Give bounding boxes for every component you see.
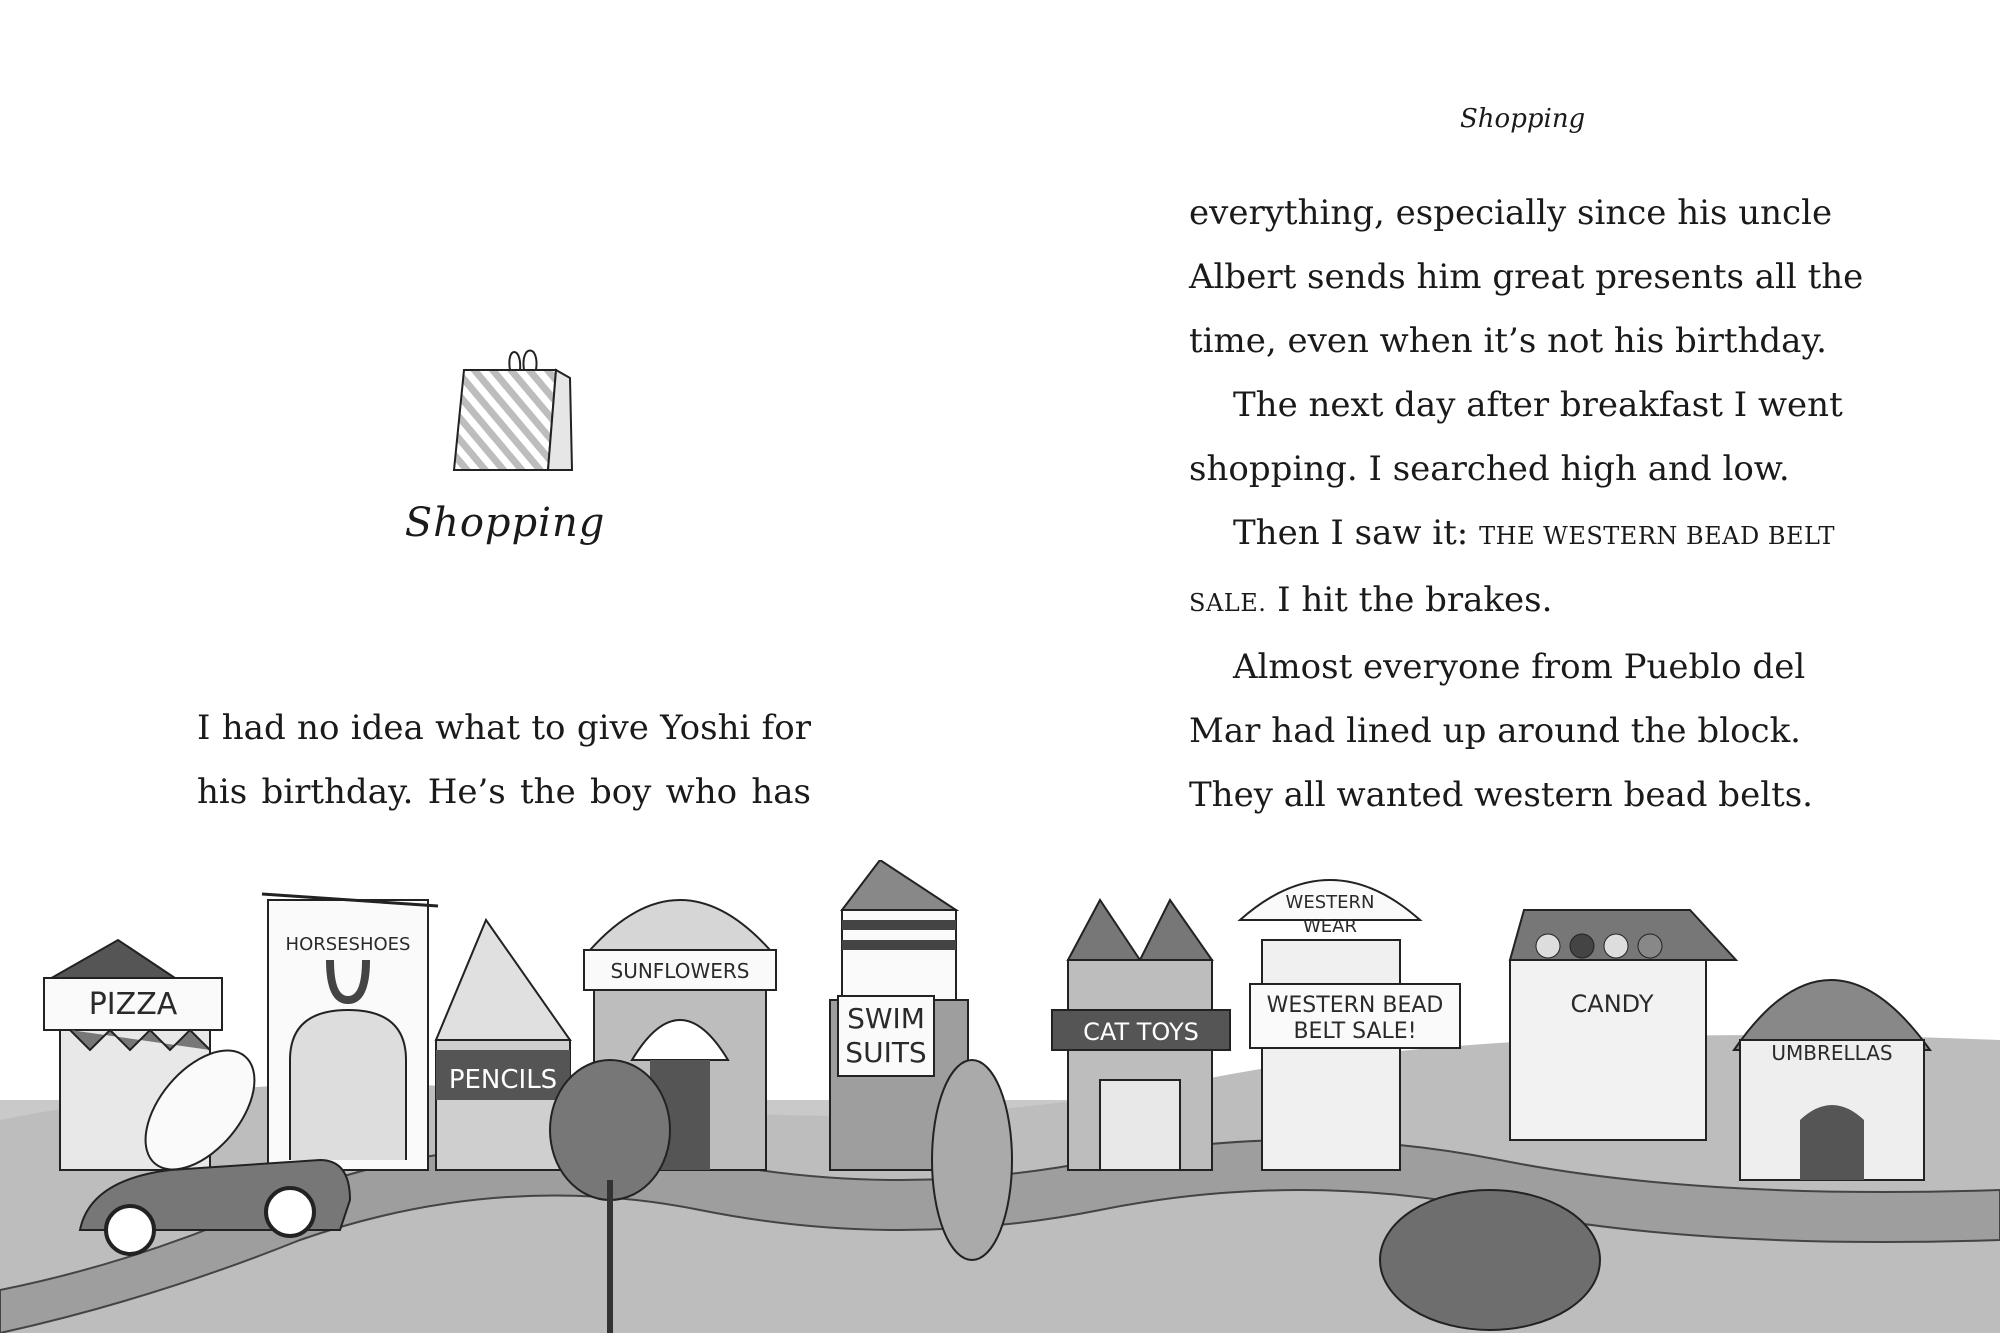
text-line: Albert sends him great presents all the [1189, 257, 1864, 297]
text-run: Then I saw it: [1233, 513, 1480, 553]
text-line: shopping. I searched high and low. [1189, 449, 1790, 489]
sign-western-bead: WESTERN BEAD [1266, 993, 1444, 1018]
right-page-text [1189, 181, 1864, 827]
umbrellas-shop [1734, 980, 1930, 1180]
sign-belt-sale: BELT SALE! [1293, 1019, 1417, 1044]
text-line: They all wanted western bead belts. [1189, 775, 1813, 815]
sign-cat-toys: CAT TOYS [1083, 1018, 1199, 1046]
text-run: I hit the brakes. [1277, 580, 1553, 620]
paragraph [197, 696, 811, 824]
sign-western: WESTERN [1285, 892, 1375, 913]
sign-pencils: PENCILS [448, 1065, 558, 1095]
sign-candy: CANDY [1570, 990, 1654, 1018]
small-caps-run: THE WESTERN BEAD BELT [1479, 522, 1836, 550]
left-page-text [197, 696, 811, 824]
paragraph [1189, 181, 1864, 373]
text-line: The next day after breakfast I went [1233, 385, 1843, 425]
sign-pizza: PIZZA [88, 987, 178, 1022]
sign-wear: WEAR [1303, 916, 1357, 937]
horseshoes-shop [262, 894, 438, 1170]
text-line: I had no idea what to give Yoshi for [197, 708, 811, 748]
text-line: Mar had lined up around the block. [1189, 711, 1801, 751]
text-line: his birthday. He’s the boy who has [197, 772, 811, 812]
tree [1380, 1190, 1600, 1330]
text-line [1189, 501, 1836, 568]
shopping-bag-icon [448, 344, 578, 484]
candy-shop [1510, 910, 1736, 1140]
chapter-title: Shopping [404, 500, 606, 546]
tree [550, 1060, 670, 1200]
tree [932, 1060, 1012, 1260]
sign-suits: SUITS [845, 1036, 927, 1069]
cat-toys-shop [1052, 900, 1230, 1170]
sign-umbrellas: UMBRELLAS [1771, 1041, 1893, 1065]
paragraph [1189, 501, 1836, 635]
text-line [1189, 568, 1801, 635]
running-head: Shopping [1460, 104, 1586, 134]
text-line: everything, especially since his uncle [1189, 193, 1833, 233]
sign-swim: SWIM [847, 1002, 925, 1035]
paragraph [1189, 373, 1843, 501]
paragraph [1189, 635, 1813, 827]
text-line: Almost everyone from Pueblo del [1233, 647, 1806, 687]
sign-horseshoes: HORSESHOES [285, 934, 411, 955]
street-illustration [0, 860, 2000, 1333]
sign-sunflowers: SUNFLOWERS [610, 959, 750, 983]
small-caps-run: SALE. [1189, 589, 1267, 617]
text-line: time, even when it’s not his birthday. [1189, 321, 1827, 361]
